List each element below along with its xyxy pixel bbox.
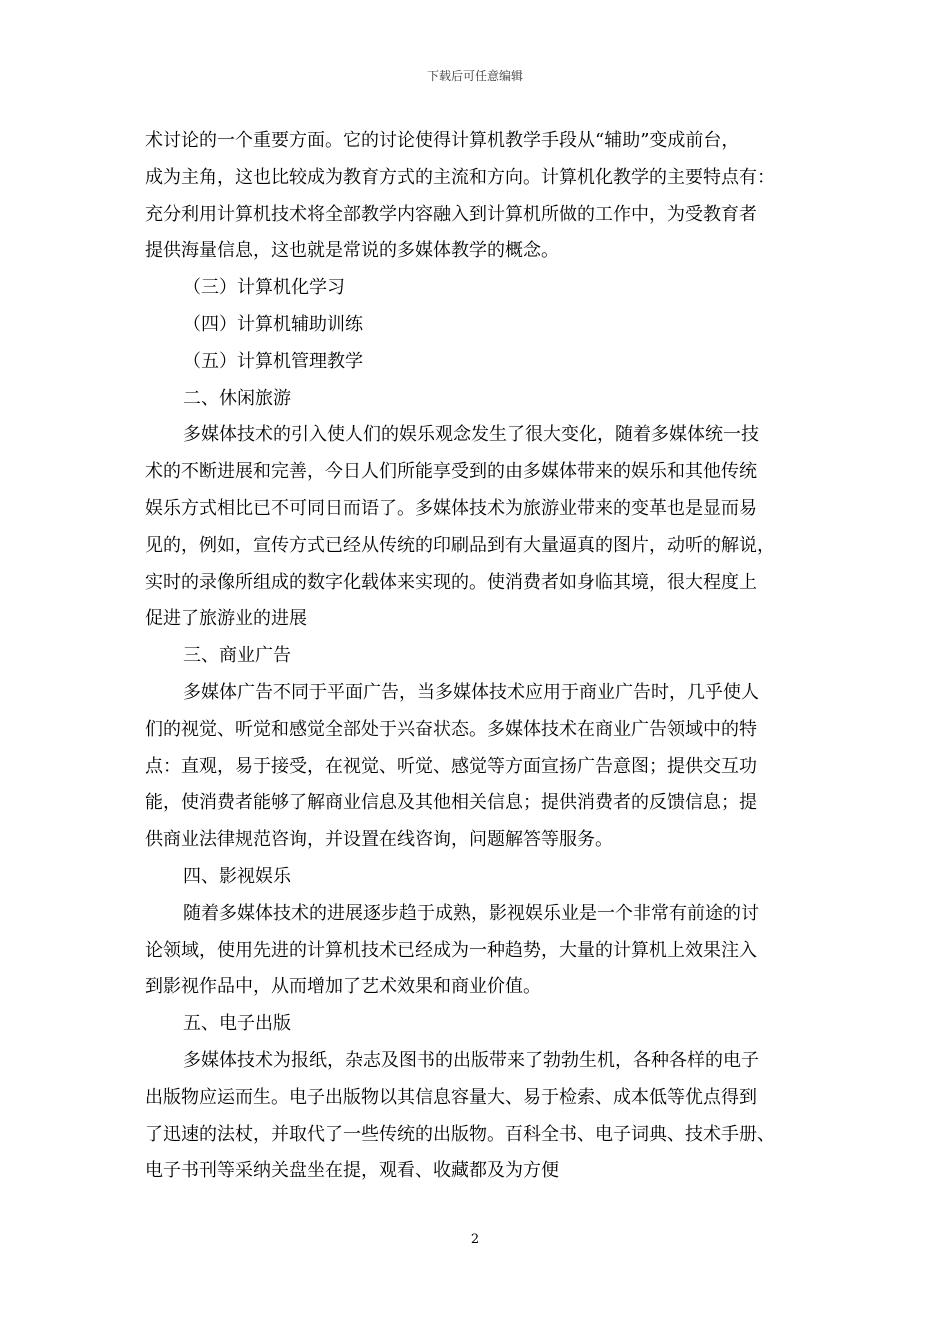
subsection-heading: （五）计算机管理教学 (183, 350, 363, 372)
text-line: 随着多媒体技术的进展逐步趋于成熟，影视娱乐业是一个非常有前途的讨 (183, 902, 759, 924)
text-line: 多媒体技术的引入使人们的娱乐观念发生了很大变化，随着多媒体统一技 (183, 424, 759, 446)
text-line: 电子书刊等采纳关盘坐在提，观看、收藏都及为方便 (145, 1160, 559, 1182)
text-line: 见的，例如，宣传方式已经从传统的印刷品到有大量逼真的图片，动听的解说， (145, 534, 775, 556)
subsection-heading: （三）计算机化学习 (183, 277, 345, 299)
section-heading: 五、电子出版 (183, 1013, 291, 1035)
section-heading: 四、影视娱乐 (183, 865, 291, 887)
text-line: 了迅速的法杖，并取代了一些传统的出版物。百科全书、电子词典、技术手册、 (145, 1123, 775, 1145)
text-line: 点：直观，易于接受，在视觉、听觉、感觉等方面宣扬广告意图；提供交互功 (145, 755, 757, 777)
text-line: 到影视作品中，从而增加了艺术效果和商业价值。 (145, 976, 541, 998)
text-line: 们的视觉、听觉和感觉全部处于兴奋状态。多媒体技术在商业广告领域中的特 (145, 718, 757, 740)
text-line: 能，使消费者能够了解商业信息及其他相关信息；提供消费者的反馈信息；提 (145, 792, 757, 814)
text-line: 娱乐方式相比已不可同日而语了。多媒体技术为旅游业带来的变革也是显而易 (145, 497, 757, 519)
page-header-note: 下载后可任意编辑 (426, 69, 523, 83)
text-line: 论领域，使用先进的计算机技术已经成为一种趋势，大量的计算机上效果注入 (145, 939, 757, 961)
text-line: 促进了旅游业的进展 (145, 608, 307, 630)
page-number: 2 (470, 1232, 480, 1247)
text-line: 多媒体广告不同于平面广告，当多媒体技术应用于商业广告时，几乎使人 (183, 681, 759, 703)
text-line: 出版物应运而生。电子出版物以其信息容量大、易于检索、成本低等优点得到 (145, 1086, 757, 1108)
text-line: 提供海量信息，这也就是常说的多媒体教学的概念。 (145, 240, 559, 262)
text-line: 成为主角，这也比较成为教育方式的主流和方向。计算机化教学的主要特点有： (145, 166, 775, 188)
subsection-heading: （四）计算机辅助训练 (183, 313, 363, 335)
section-heading: 二、休闲旅游 (183, 387, 291, 409)
text-line: 术的不断进展和完善，今日人们所能享受到的由多媒体带来的娱乐和其他传统 (145, 461, 757, 483)
text-line: 实时的录像所组成的数字化载体来实现的。使消费者如身临其境，很大程度上 (145, 571, 757, 593)
text-line: 供商业法律规范咨询，并设置在线咨询，问题解答等服务。 (145, 829, 613, 851)
section-heading: 三、商业广告 (183, 645, 291, 667)
document-body (145, 123, 813, 1190)
text-line: 多媒体技术为报纸，杂志及图书的出版带来了勃勃生机，各种各样的电子 (183, 1049, 759, 1071)
text-line: 术讨论的一个重要方面。它的讨论使得计算机教学手段从“辅助”变成前台， (145, 130, 740, 151)
text-line: 充分利用计算机技术将全部教学内容融入到计算机所做的工作中，为受教育者 (145, 203, 757, 225)
